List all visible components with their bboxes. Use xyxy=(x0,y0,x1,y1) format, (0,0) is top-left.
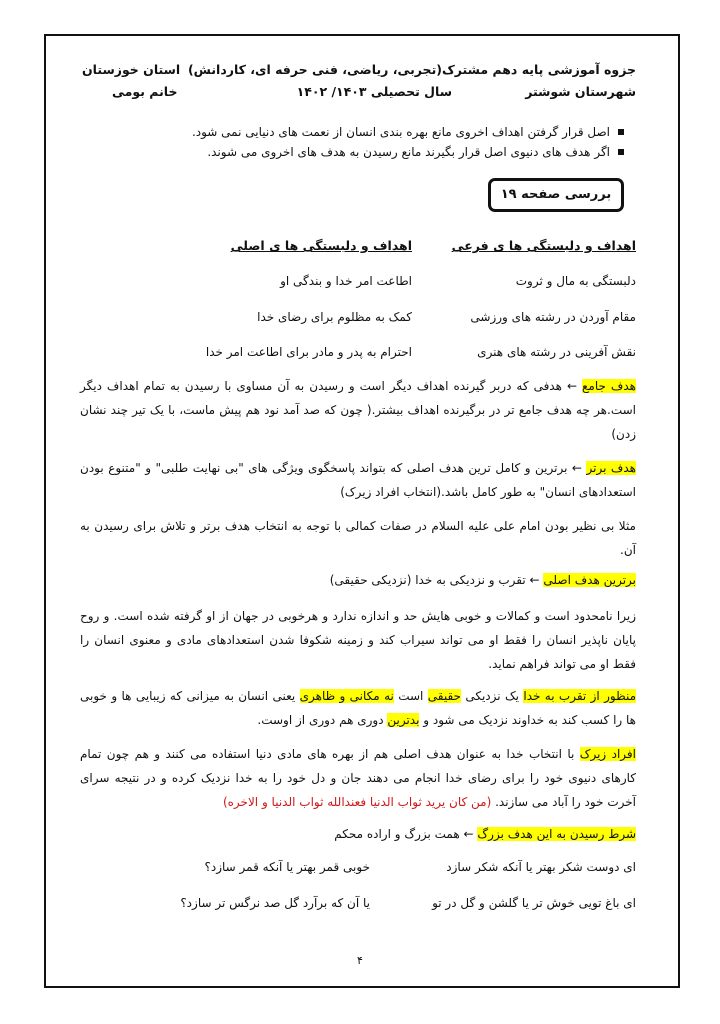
city-label: شهرستان شوشتر xyxy=(525,84,636,99)
column-sub-goals: اهداف و دلبستگی ها ی فرعی xyxy=(451,238,636,253)
body-text: با انتخاب خدا به عنوان هدف اصلی هم از بهره های مادی دنیا استفاده می کنند و هم چون تمام کارهای دنیوی خود را برای رضای خدا انجام می دهند جان و دل خود را به خدا نزدیک کرده و در نتیجه سرای آخرت خود را آباد می سازند. xyxy=(80,747,636,809)
paragraph-superior-goal xyxy=(80,456,636,504)
page-number: ۴ xyxy=(357,954,363,967)
definition-text: برترین و کامل ترین هدف اصلی که بتواند پاسخگوی ویژگی های "بی نهایت طلبی" و "متنوع بودن استعدادهای انسان" به طور کامل باشد.(انتخاب افراد زیرک) xyxy=(80,461,636,499)
poem-line-second-half: یا آن که برآرد گل صد نرگس تر سازد؟ xyxy=(180,896,370,910)
arrow-icon: ← xyxy=(463,827,474,841)
term-highlight: حقیقی xyxy=(427,689,461,703)
section-title-box: بررسی صفحه ۱۹ xyxy=(488,178,624,212)
list-item: اگر هدف های دنیوی اصل قرار بگیرند مانع رسیدن به هدف های اخروی می شوند. xyxy=(66,142,626,162)
table-cell-main: کمک به مظلوم برای رضای خدا xyxy=(257,310,412,324)
table-cell-main: اطاعت امر خدا و بندگی او xyxy=(280,274,412,288)
doc-title: جزوه آموزشی پایه دهم مشترک(تجربی، ریاضی، فنی حرفه ای، کاردانش) xyxy=(187,62,636,77)
definition-text: تقرب و نزدیکی به خدا (نزدیکی حقیقی) xyxy=(329,573,526,587)
table-cell-sub: نقش آفرینی در رشته های هنری xyxy=(477,345,636,359)
bullet-list xyxy=(66,122,626,162)
column-main-goals: اهداف و دلبستگی ها ی اصلی xyxy=(230,238,412,253)
body-text: است xyxy=(393,689,428,703)
province-label: استان خوزستان xyxy=(82,62,181,77)
arrow-icon: ← xyxy=(529,573,540,587)
school-year-label: سال تحصیلی ۱۴۰۳/ ۱۴۰۲ xyxy=(296,84,452,99)
term-highlight: شرط رسیدن به این هدف بزرگ xyxy=(477,827,636,841)
paragraph-condition xyxy=(80,822,636,846)
table-cell-main: احترام به پدر و مادر برای اطاعت امر خدا xyxy=(205,345,412,359)
author-label: خانم بومی xyxy=(112,84,178,99)
definition-text: همت بزرگ و اراده محکم xyxy=(334,827,460,841)
poem-line-first-half: ای دوست شکر بهتر یا آنکه شکر سازد xyxy=(446,860,636,874)
poem-line-first-half: ای باغ تویی خوش تر یا گلشن و گل در تو xyxy=(432,896,636,910)
definition-text: هدفی که دربر گیرنده اهداف دیگر است و رسیدن به آن مساوی با رسیدن به تمام اهداف دیگر است.هر چه هدف جامع تر در برگیرنده اهداف بیشتر.( چون که صد آمد نود هم پیش ماست، با یک تیر چند نشان زدن) xyxy=(80,379,636,441)
term-highlight: هدف جامع xyxy=(582,379,636,393)
body-text: یک نزدیکی xyxy=(460,689,524,703)
term-highlight: افراد زیرک xyxy=(579,747,636,761)
poem-line-second-half: خوبی قمر بهتر یا آنکه قمر سازد؟ xyxy=(204,860,370,874)
body-text: دوری هم دوری از اوست. xyxy=(257,713,388,727)
table-cell-sub: مقام آوردن در رشته های ورزشی xyxy=(470,310,636,324)
paragraph-example: مثلا بی نظیر بودن امام علی علیه السلام در صفات کمالی با توجه به انتخاب هدف برتر و تلاش برای رسیدن به آن. xyxy=(80,519,636,557)
arrow-icon: ← xyxy=(571,461,582,475)
paragraph-wise-people xyxy=(80,742,636,814)
table-cell-sub: دلبستگی به مال و ثروت xyxy=(515,274,636,288)
list-item: اصل قرار گرفتن اهداف اخروی مانع بهره بندی انسان از نعمت های دنیایی نمی شود. xyxy=(66,122,626,142)
arrow-icon: ← xyxy=(566,379,578,393)
paragraph-best-goal xyxy=(80,568,636,592)
quote-text: (من کان یرید ثواب الدنیا فعندالله ثواب الدنیا و الاخره) xyxy=(222,795,492,809)
body-text: یعنی انسان به میزانی که زیبایی ها و خوبی ها را کسب کند به خداوند نزدیک می شود و xyxy=(80,689,636,727)
paragraph-nearness-meaning xyxy=(80,684,636,732)
term-highlight: منظور از تقرب به خدا xyxy=(523,689,636,703)
term-highlight: هدف برتر xyxy=(586,461,636,475)
term-highlight: بدترین xyxy=(387,713,420,727)
paragraph-reason: زیرا نامحدود است و کمالات و خوبی هایش حد و اندازه ندارد و هرخوبی در جهان از او گرفته شده است. و روح پایان ناپذیر انسان را فقط او می تواند سیراب کند و زمینه شکوفا شدن استعدادهای مادی و معنوی انسان را فقط او می تواند فراهم نماید. xyxy=(80,609,636,671)
term-highlight: برترین هدف اصلی xyxy=(543,573,636,587)
paragraph-comprehensive-goal xyxy=(80,374,636,446)
term-highlight: نه مکانی و ظاهری xyxy=(299,689,394,703)
